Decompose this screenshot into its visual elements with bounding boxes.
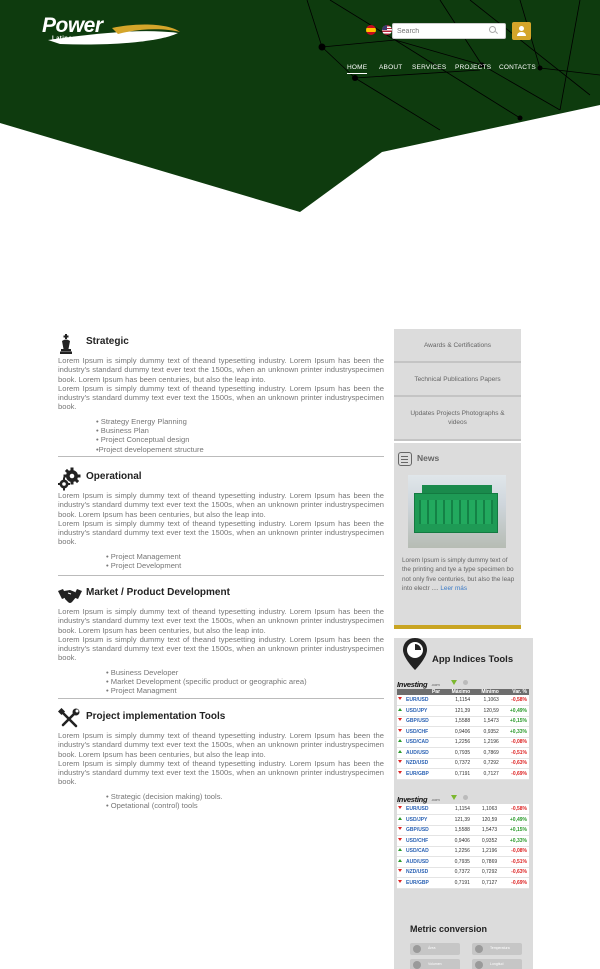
currency-pair: USD/CHF — [397, 836, 445, 847]
sidebar-item-awards[interactable]: Awards & Certifications — [394, 329, 521, 363]
arrow-up-icon — [398, 750, 402, 753]
hero-header — [0, 0, 600, 215]
currency-rates-widget: Investing .com Par Máximo Mínimo Var. % EUR/USD 1,1154 1,1063 -0,58% USD/JPY 121,39 120,59 +0,49% GBP/USD 1,5588 1,5473 +0,15% USD/CHF 0,9406 0,9352 +0,33% USD/CAD 1,2256 1,2196 -0,08% AUD/USD 0,7935 0,7869 -0,51% NZD/USD 0,7372 0,7292 -0,63% EUR/GBP 0,7191 0,7127 -0,69% — [397, 680, 529, 780]
max-value: 0,7191 — [442, 769, 472, 780]
section-operational — [58, 469, 384, 570]
rates-table — [397, 804, 529, 889]
handshake-icon — [58, 587, 82, 605]
min-value: 120,59 — [472, 706, 501, 717]
table-row[interactable] — [397, 727, 529, 738]
sidebar-item-publications[interactable]: Technical Publications Papers — [394, 363, 521, 397]
currency-pair: USD/CAD — [397, 846, 445, 857]
section-tools — [58, 709, 384, 810]
change-value: -0,63% — [499, 867, 529, 878]
change-value: -0,51% — [499, 857, 529, 868]
section-divider — [58, 456, 384, 457]
table-row[interactable] — [397, 846, 529, 857]
arrow-down-icon — [398, 697, 402, 700]
max-value: 1,2256 — [445, 846, 472, 857]
search-box — [392, 23, 506, 39]
arrow-down-icon — [398, 880, 402, 883]
min-value: 1,2196 — [472, 737, 501, 748]
sidebar-menu — [394, 329, 521, 441]
min-value: 0,7869 — [472, 857, 499, 868]
column-header: Mínimo — [472, 689, 501, 695]
section-divider — [58, 575, 384, 576]
user-account-button[interactable] — [512, 22, 531, 40]
table-row[interactable] — [397, 716, 529, 727]
read-more-link[interactable]: Leer más — [440, 584, 468, 592]
table-row[interactable] — [397, 804, 529, 815]
list-item: •Project developement structure — [96, 444, 204, 454]
max-value: 1,5588 — [442, 716, 472, 727]
news-accent-bar — [394, 625, 521, 629]
section-text: Lorem Ipsum is simply dummy text of theand typesetting industry. Lorem Ipsum has been the industry's standard dummy text ever text the 1500s, when an unknown printer industryspecimen book. Lorem Ipsum has been centuries, but also the leap into. — [58, 491, 384, 519]
metric-volume-button[interactable]: Volumen — [410, 959, 460, 969]
chess-king-icon — [58, 334, 74, 354]
change-value: -0,58% — [499, 804, 529, 815]
list-item: • Strategic (decision making) tools. — [106, 791, 223, 801]
arrow-up-icon — [398, 739, 402, 742]
currency-pair: USD/JPY — [397, 815, 445, 826]
spanish-flag-icon[interactable] — [366, 25, 376, 35]
list-item: • Business Plan — [96, 426, 149, 436]
section-title: Project implementation Tools — [86, 711, 226, 722]
min-value: 0,7292 — [472, 867, 499, 878]
max-value: 1,1154 — [442, 695, 472, 706]
list-item: • Strategy Energy Planning — [96, 416, 187, 426]
search-icon[interactable] — [489, 26, 496, 33]
list-item: • Opetational (control) tools — [106, 801, 198, 811]
metric-length-button[interactable]: Longitud — [472, 959, 522, 969]
news-panel — [394, 443, 521, 626]
list-item: • Project Managment — [106, 686, 177, 696]
section-text: Lorem Ipsum is simply dummy text of theand typesetting industry. Lorem Ipsum has been the industry's standard dummy text ever text the 1500s, when an unknown printer industryspecimen book. — [58, 634, 384, 663]
settings-icon[interactable] — [463, 680, 468, 685]
search-input[interactable] — [397, 25, 487, 37]
arrow-up-icon — [398, 817, 402, 820]
gears-icon — [58, 467, 82, 491]
min-value: 120,59 — [472, 815, 499, 826]
change-value: -0,51% — [501, 748, 529, 759]
section-divider — [58, 698, 384, 699]
sidebar-item-updates[interactable]: Updates Projects Photographs & videos — [394, 397, 521, 441]
min-value: 0,7292 — [472, 758, 501, 769]
table-row[interactable] — [397, 748, 529, 759]
currency-pair: USD/CAD — [397, 737, 442, 748]
max-value: 0,7372 — [445, 867, 472, 878]
min-value: 0,7127 — [472, 878, 499, 889]
arrow-down-icon — [398, 729, 402, 732]
news-title: News — [417, 453, 440, 463]
max-value: 1,1154 — [445, 804, 472, 815]
currency-pair: EUR/USD — [397, 695, 442, 706]
table-row[interactable] — [397, 825, 529, 836]
table-row[interactable] — [397, 737, 529, 748]
currency-pair: USD/CHF — [397, 727, 442, 738]
max-value: 1,2256 — [442, 737, 472, 748]
download-icon[interactable] — [451, 680, 457, 686]
max-value: 0,7935 — [442, 748, 472, 759]
table-row[interactable] — [397, 836, 529, 847]
max-value: 121,39 — [442, 706, 472, 717]
min-value: 0,9352 — [472, 836, 499, 847]
arrow-down-icon — [398, 771, 402, 774]
bullet-list — [96, 417, 384, 454]
main-nav — [0, 64, 600, 78]
arrow-up-icon — [398, 859, 402, 862]
arrow-down-icon — [398, 827, 402, 830]
change-value: +0,15% — [499, 825, 529, 836]
arrow-down-icon — [398, 838, 402, 841]
currency-pair: EUR/GBP — [397, 878, 445, 889]
bullet-list — [106, 668, 384, 696]
currency-pair: NZD/USD — [397, 758, 442, 769]
logo[interactable] — [42, 14, 182, 50]
max-value: 0,7372 — [442, 758, 472, 769]
change-value: +0,49% — [499, 815, 529, 826]
currency-pair: GBP/USD — [397, 825, 445, 836]
max-value: 0,7935 — [445, 857, 472, 868]
min-value: 0,9352 — [472, 727, 501, 738]
section-title: Market / Product Development — [86, 587, 230, 598]
max-value: 1,5588 — [445, 825, 472, 836]
currency-pair: AUD/USD — [397, 857, 445, 868]
rates-table — [397, 689, 529, 780]
arrow-down-icon — [398, 806, 402, 809]
arrow-down-icon — [398, 718, 402, 721]
currency-pair: NZD/USD — [397, 867, 445, 878]
table-row[interactable] — [397, 769, 529, 780]
download-icon[interactable] — [451, 795, 457, 801]
change-value: -0,08% — [499, 846, 529, 857]
investing-logo: Investing — [397, 680, 428, 689]
min-value: 0,7127 — [472, 769, 501, 780]
section-text: Lorem Ipsum is simply dummy text of theand typesetting industry. Lorem Ipsum has been the industry's standard dummy text ever text the 1500s, when an unknown printer industryspecimen book. — [58, 518, 384, 547]
metric-area-button[interactable]: Área — [410, 943, 460, 955]
change-value: -0,08% — [501, 737, 529, 748]
list-item: • Project Management — [106, 551, 181, 561]
currency-rates-widget: Investing .com EUR/USD 1,1154 1,1063 -0,58% USD/JPY 121,39 120,59 +0,49% GBP/USD 1,5588 1,5473 +0,15% USD/CHF 0,9406 0,9352 +0,33% USD/CAD 1,2256 1,2196 -0,08% AUD/USD 0,7935 0,7869 -0,51% NZD/USD 0,7372 0,7292 -0,63% EUR/GBP 0,7191 0,7127 -0,69% — [397, 795, 529, 889]
list-item: • Market Development (specific product or geographic area) — [106, 677, 307, 687]
table-row[interactable] — [397, 867, 529, 878]
us-flag-icon[interactable] — [382, 25, 392, 35]
newspaper-icon — [398, 452, 412, 466]
max-value: 0,9406 — [442, 727, 472, 738]
metric-temperature-button[interactable]: Temperatura — [472, 943, 522, 955]
min-value: 1,5473 — [472, 825, 499, 836]
currency-pair: EUR/GBP — [397, 769, 442, 780]
table-row[interactable] — [397, 706, 529, 717]
min-value: 0,7869 — [472, 748, 501, 759]
nav-contacts[interactable]: CONTACTS — [499, 64, 536, 71]
change-value: +0,15% — [501, 716, 529, 727]
section-title: Operational — [86, 471, 142, 482]
list-item: • Business Developer — [106, 667, 179, 677]
investing-logo: Investing — [397, 795, 428, 804]
section-text: Lorem Ipsum is simply dummy text of theand typesetting industry. Lorem Ipsum has been the industry's standard dummy text ever text the 1500s, when an unknown printer industryspecimen book. Lorem Ipsum has been centuries, but also the leap into. — [58, 731, 384, 759]
section-strategic — [58, 334, 384, 454]
bullet-list — [106, 792, 384, 811]
arrow-up-icon — [398, 848, 402, 851]
change-value: -0,58% — [501, 695, 529, 706]
min-value: 1,2196 — [472, 846, 499, 857]
nav-home[interactable]: HOME — [347, 64, 367, 74]
bullet-list — [106, 552, 384, 571]
logo-text: Power — [42, 14, 103, 37]
change-value: -0,69% — [499, 878, 529, 889]
column-header: Var. % — [501, 689, 529, 695]
nav-about[interactable]: ABOUT — [379, 64, 403, 71]
table-row[interactable] — [397, 695, 529, 706]
max-value: 0,7191 — [445, 878, 472, 889]
currency-pair: AUD/USD — [397, 748, 442, 759]
app-indices-panel — [394, 638, 533, 969]
change-value: +0,33% — [501, 727, 529, 738]
section-market — [58, 585, 384, 696]
metric-conversion-title: Metric conversion — [410, 924, 488, 934]
section-title: Strategic — [86, 336, 129, 347]
table-row[interactable] — [397, 758, 529, 769]
arrow-down-icon — [398, 760, 402, 763]
tools-icon — [58, 708, 80, 730]
change-value: -0,69% — [501, 769, 529, 780]
currency-pair: USD/JPY — [397, 706, 442, 717]
section-text: Lorem Ipsum is simply dummy text of theand typesetting industry. Lorem Ipsum has been the industry's standard dummy text ever text the 1500s, when an unknown printer industryspecimen book. — [58, 383, 384, 412]
section-text: Lorem Ipsum is simply dummy text of theand typesetting industry. Lorem Ipsum has been the industry's standard dummy text ever text the 1500s, when an unknown printer industryspecimen book. Lorem Ipsum has been centuries, but also the leap into. — [58, 607, 384, 635]
logo-subtext: Latinoamerica Inc. — [52, 36, 112, 42]
column-header: Máximo — [442, 689, 472, 695]
column-header: Par — [397, 689, 442, 695]
change-value: +0,33% — [499, 836, 529, 847]
nav-services[interactable]: SERVICES — [412, 64, 447, 71]
change-value: +0,49% — [501, 706, 529, 717]
min-value: 1,5473 — [472, 716, 501, 727]
max-value: 0,9406 — [445, 836, 472, 847]
arrow-down-icon — [398, 869, 402, 872]
change-value: -0,63% — [501, 758, 529, 769]
settings-icon[interactable] — [463, 795, 468, 800]
generator-image — [414, 493, 498, 533]
list-item: • Project Development — [106, 561, 182, 571]
section-text: Lorem Ipsum is simply dummy text of theand typesetting industry. Lorem Ipsum has been the industry's standard dummy text ever text the 1500s, when an unknown printer industryspecimen book. Lorem Ipsum has been centuries, but also the leap into. — [58, 356, 384, 384]
app-title: App Indices Tools — [432, 654, 514, 665]
news-image[interactable] — [408, 475, 506, 548]
min-value: 1,1063 — [472, 804, 499, 815]
min-value: 1,1063 — [472, 695, 501, 706]
table-row[interactable] — [397, 857, 529, 868]
arrow-up-icon — [398, 708, 402, 711]
max-value: 121,39 — [445, 815, 472, 826]
table-row[interactable] — [397, 815, 529, 826]
list-item: • Project Conceptual design — [96, 435, 190, 445]
currency-pair: GBP/USD — [397, 716, 442, 727]
currency-pair: EUR/USD — [397, 804, 445, 815]
table-row[interactable] — [397, 878, 529, 889]
section-text: Lorem Ipsum is simply dummy text of theand typesetting industry. Lorem Ipsum has been the industry's standard dummy text ever text the 1500s, when an unknown printer industryspecimen book. — [58, 758, 384, 787]
location-pin-icon — [402, 638, 428, 670]
news-text: Lorem Ipsum is simply dummy text of the printing and tye a type specimen bo not only five centuries, but also the leap into electr .... Leer más — [402, 557, 515, 592]
nav-projects[interactable]: PROJECTS — [455, 64, 492, 71]
